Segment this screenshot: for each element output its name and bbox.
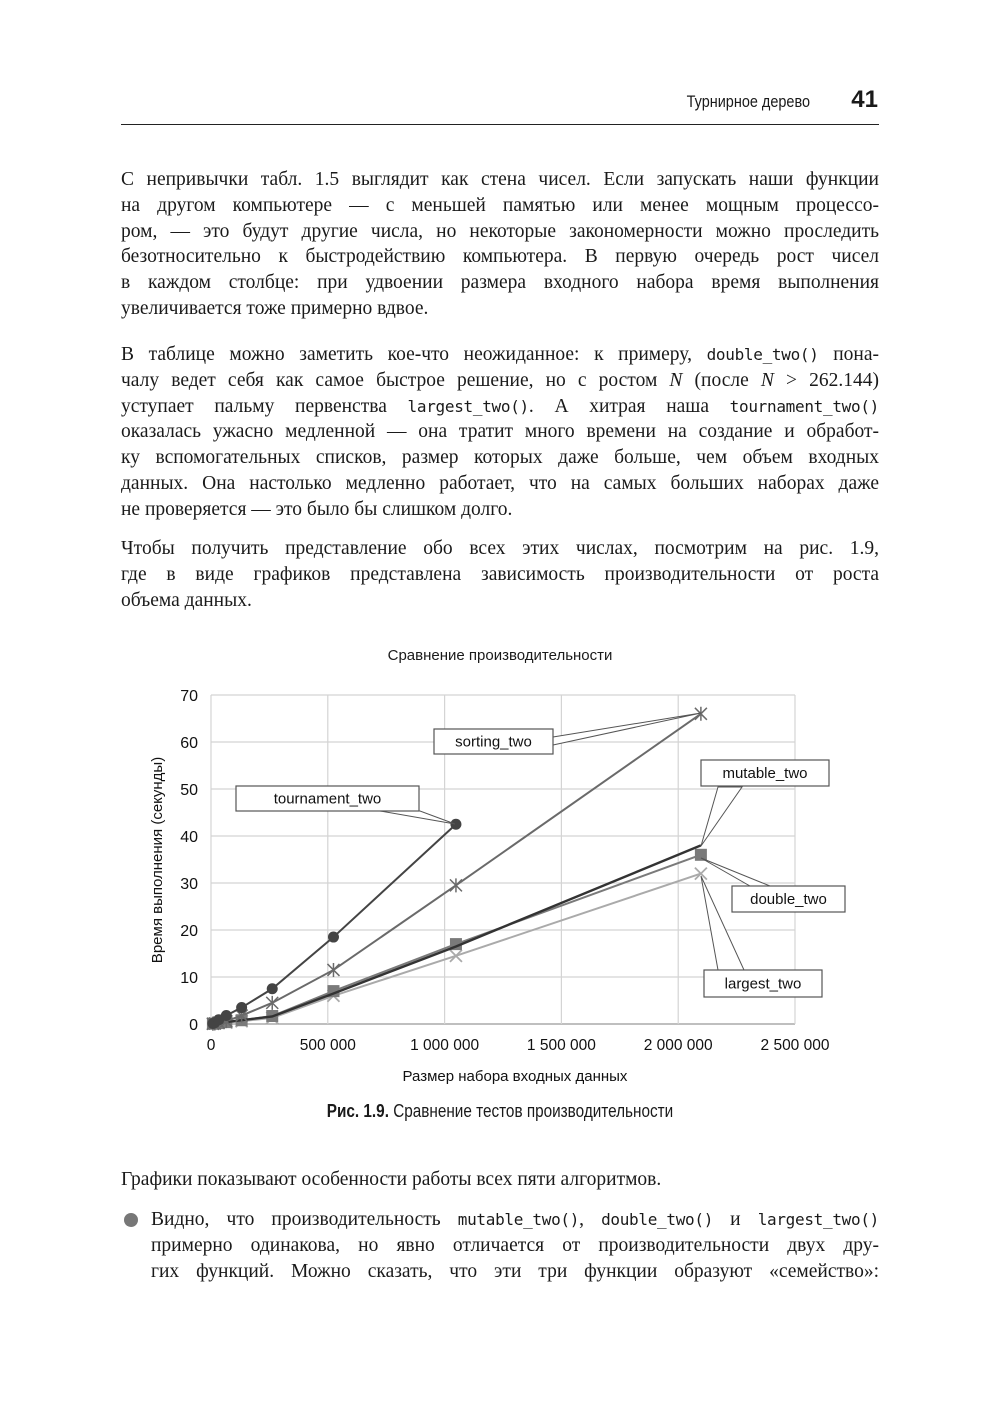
text-line	[121, 497, 879, 523]
text-line	[121, 219, 879, 245]
text-line	[121, 394, 879, 420]
page-number: 41	[851, 86, 878, 113]
text-run: Видно, что производительность	[151, 1209, 458, 1230]
data-point-sorting_two	[327, 963, 339, 977]
bullet-icon	[124, 1213, 138, 1227]
text-line	[121, 193, 879, 219]
body-paragraph	[121, 342, 879, 523]
data-point-sorting_two	[266, 996, 278, 1010]
math-variable: N	[669, 369, 683, 391]
callout-pointer-tournament_two	[380, 811, 455, 824]
inline-code: largest_two()	[757, 1210, 880, 1229]
performance-chart	[0, 630, 1000, 1100]
text-run: оказалась ужасно медленной — она тратит много времени на создание и обработ-	[121, 421, 879, 443]
bullet-item	[151, 1207, 879, 1284]
callout-pointer-mutable_two	[701, 787, 742, 846]
callout-label-mutable_two: mutable_two	[722, 765, 808, 782]
callout-label-tournament_two: tournament_two	[273, 790, 382, 808]
x-tick-label: 1 000 000	[410, 1037, 480, 1054]
data-point-tournament_two	[221, 1010, 232, 1021]
text-line	[121, 296, 879, 322]
text-run: уступает пальму первенства	[121, 395, 408, 417]
y-tick-label: 60	[180, 735, 198, 752]
text-line	[121, 588, 879, 614]
y-tick-label: 70	[180, 688, 198, 705]
caption-text: Сравнение тестов производительности	[388, 1101, 674, 1121]
text-line	[121, 342, 879, 368]
x-tick-label: 1 500 000	[526, 1037, 596, 1054]
text-line	[121, 167, 879, 193]
data-point-tournament_two	[236, 1002, 247, 1013]
inline-code: double_two()	[706, 345, 819, 364]
text-run: С непривычки табл. 1.5 выглядит как стена чисел. Если запускать наши функции	[121, 169, 879, 190]
data-point-double_two	[695, 849, 707, 861]
x-axis-label: Размер набора входных данных	[402, 1068, 628, 1085]
running-header-title: Турнирное дерево	[686, 92, 810, 111]
text-run: в каждом столбце: при удвоении размера входного набора время выполнения	[121, 272, 879, 294]
callout-pointer-double_two	[701, 858, 770, 886]
figure-caption	[75, 1101, 925, 1122]
data-point-tournament_two	[267, 983, 278, 994]
x-tick-label: 2 000 000	[643, 1037, 713, 1054]
data-point-largest_two	[450, 950, 462, 962]
text-run: . А хитрая наша	[528, 395, 730, 417]
header-rule	[121, 124, 879, 125]
x-tick-label: 2 500 000	[760, 1037, 830, 1054]
body-paragraph	[121, 1167, 879, 1193]
body-paragraph	[121, 167, 879, 322]
x-tick-label: 0	[206, 1037, 216, 1054]
data-point-tournament_two	[328, 932, 339, 943]
y-tick-label: 30	[180, 876, 198, 893]
y-tick-label: 50	[180, 782, 198, 799]
text-line	[151, 1207, 879, 1233]
callout-label-double_two: double_two	[750, 891, 827, 908]
text-line	[121, 270, 879, 296]
inline-code: mutable_two()	[457, 1210, 580, 1229]
body-paragraph	[121, 536, 879, 613]
y-tick-label: 0	[189, 1017, 198, 1034]
x-tick-label: 500 000	[299, 1037, 356, 1054]
text-run: и	[713, 1209, 758, 1230]
text-line	[121, 244, 879, 270]
text-run: данных. Она настолько медленно работает, что на самых больших наборах даже	[121, 472, 879, 494]
text-run: пона-	[818, 344, 879, 365]
text-line	[151, 1259, 879, 1285]
text-run: (после	[682, 369, 761, 391]
data-point-sorting_two	[450, 878, 462, 892]
text-run: где в виде графиков представлена зависимость производительности от роста	[121, 563, 879, 585]
text-run: примерно одинакова, но явно отличается от производительности двух дру-	[151, 1234, 879, 1256]
text-run: безотносительно к быстродействию компьютера. В первую очередь рост чисел	[121, 246, 879, 268]
text-line	[121, 536, 879, 562]
text-line	[121, 562, 879, 588]
series-line-mutable_two	[213, 845, 701, 1023]
text-run: ку вспомогательных списков, размер которых даже больше, чем объем входных	[121, 447, 879, 469]
text-run: не проверяется — это было бы слишком долго.	[121, 498, 513, 520]
callout-label-sorting_two: sorting_two	[455, 733, 532, 751]
text-run: > 262.144)	[773, 369, 879, 391]
text-line	[121, 1167, 879, 1193]
y-tick-label: 20	[180, 923, 198, 940]
math-variable: N	[760, 369, 774, 391]
text-line	[121, 368, 879, 394]
text-line	[151, 1233, 879, 1259]
y-tick-label: 10	[180, 970, 198, 987]
text-run: увеличивается тоже примерно вдвое.	[121, 297, 429, 319]
text-line	[121, 419, 879, 445]
callout-label-largest_two: largest_two	[724, 975, 802, 993]
text-run: ром, — это будут другие числа, но некоторые закономерности можно проследить	[121, 220, 879, 242]
text-line	[121, 445, 879, 471]
caption-label: Рис. 1.9.	[326, 1101, 389, 1121]
text-run: ,	[579, 1209, 602, 1230]
text-run: на другом компьютере — с меньшей памятью или менее мощным процессо-	[121, 194, 879, 216]
text-run: В таблице можно заметить кое-что неожиданное: к примеру,	[121, 344, 707, 365]
text-run: Чтобы получить представление обо всех этих числах, посмотрим на рис. 1.9,	[121, 538, 879, 559]
text-run: чалу ведет себя как самое быстрое решение, но с ростом	[121, 369, 670, 391]
y-tick-label: 40	[180, 829, 198, 846]
data-point-tournament_two	[450, 819, 461, 830]
inline-code: double_two()	[601, 1210, 714, 1229]
text-line	[121, 471, 879, 497]
inline-code: tournament_two()	[729, 396, 879, 416]
inline-code: largest_two()	[407, 396, 529, 416]
text-run: гих функций. Можно сказать, что эти три функции образуют «семейство»:	[151, 1260, 879, 1282]
text-run: объема данных.	[121, 589, 252, 611]
text-run: Графики показывают особенности работы всех пяти алгоритмов.	[121, 1169, 662, 1190]
y-axis-label: Время выполнения (секунды)	[149, 756, 166, 964]
chart-title: Сравнение производительности	[387, 647, 613, 664]
